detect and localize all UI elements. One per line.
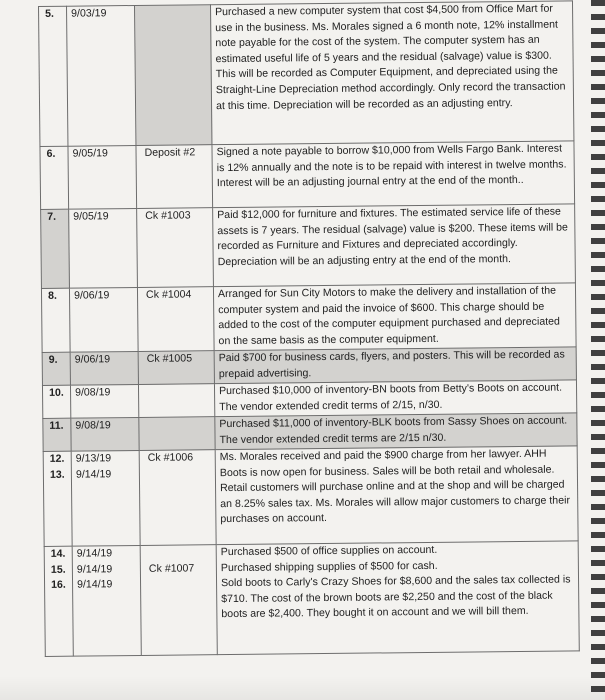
row-reference: Deposit #2 bbox=[136, 145, 213, 209]
transactions-sheet bbox=[38, 0, 579, 674]
row-date: 9/05/19 bbox=[69, 208, 138, 288]
row-reference: Ck #1005 bbox=[138, 351, 214, 385]
table-row bbox=[40, 141, 575, 210]
row-description: Purchased $500 of office supplies on account. bbox=[220, 543, 438, 559]
row-number: 16. bbox=[51, 578, 66, 592]
row-reference-group bbox=[140, 545, 217, 656]
row-date: 9/08/19 bbox=[70, 384, 138, 418]
table-row bbox=[43, 446, 578, 547]
row-number: 12. bbox=[49, 452, 65, 465]
row-description: Purchased a new computer system that cost $4,500 from Office Mart for use in the business. Ms. Morales signed a 6 month note, 12% installment note payable for the cost of the system. The computer system has an estimated useful life of 5 years and the residual (salvage) value is $300. This will be recorded as Computer Equipment, and depreciated using the Straight-Line Depreciation method accordingly. Only record the transaction at this time. Depreciation will be recorded as an adjusting entry. bbox=[210, 1, 573, 145]
row-reference bbox=[148, 466, 211, 482]
row-number: 14. bbox=[50, 547, 66, 560]
row-description: Purchased shipping supplies of $500 for cash. bbox=[220, 559, 438, 574]
row-number-group bbox=[43, 451, 72, 546]
row-number: 11. bbox=[43, 418, 71, 451]
row-date: 9/06/19 bbox=[70, 351, 138, 385]
row-date: 9/05/19 bbox=[68, 145, 137, 209]
row-number: 15. bbox=[50, 563, 66, 576]
table-row bbox=[41, 204, 576, 289]
row-reference bbox=[149, 545, 212, 561]
row-description: Signed a note payable to borrow $10,000 from Wells Fargo Bank. Interest is 12% annually and the note is to be repaid with interest in twelve months. Interest will be an adjusting journal entry at the end of the month.. bbox=[212, 141, 575, 208]
row-description: Purchased $10,000 of inventory-BN boots from Betty's Boots on account. The vendor extended credit terms of 2/15, n/30. bbox=[214, 380, 576, 417]
row-date: 9/06/19 bbox=[69, 287, 138, 352]
row-description: Paid $700 for business cards, flyers, and posters. This will be recorded as prepaid advertising. bbox=[214, 347, 576, 384]
row-number: 13. bbox=[49, 468, 65, 481]
row-reference bbox=[149, 576, 212, 592]
row-reference: Ck #1006 bbox=[147, 451, 194, 464]
row-reference bbox=[134, 5, 211, 146]
table-row bbox=[43, 413, 577, 452]
row-number: 7. bbox=[41, 209, 70, 288]
row-date: 9/14/19 bbox=[75, 467, 112, 481]
row-date: 9/14/19 bbox=[77, 578, 113, 591]
row-reference: Ck #1003 bbox=[137, 208, 214, 288]
row-date-group bbox=[72, 545, 141, 656]
table-row bbox=[41, 283, 576, 353]
row-description-group bbox=[216, 541, 579, 655]
binder-edge bbox=[591, 0, 605, 700]
row-description: Ms. Morales received and paid the $900 charge from her lawyer. AHH Boots is now open for business. Sales will be both retail and wholesale. Retail customers will purchase online and at the shop and will be charged an 8.25% sales tax. Ms. Morales will allow major customers to charge their purchases on account. bbox=[215, 446, 578, 545]
row-number: 9. bbox=[42, 352, 70, 385]
row-date: 9/14/19 bbox=[76, 547, 113, 560]
row-reference: Ck #1007 bbox=[148, 561, 195, 575]
row-number: 6. bbox=[40, 146, 69, 209]
transactions-table bbox=[38, 0, 580, 657]
row-number: 8. bbox=[41, 288, 70, 352]
row-reference: Ck #1004 bbox=[137, 287, 214, 352]
page-shadow bbox=[0, 676, 605, 700]
row-number-group bbox=[44, 546, 73, 656]
table-row bbox=[42, 380, 576, 419]
row-description: Arranged for Sun City Motors to make the delivery and installation of the computer system and paid the invoice of $600. This charge should be added to the cost of the computer equipment purchased and depreciated on the same basis as the computer equipment. bbox=[213, 283, 576, 351]
row-reference bbox=[138, 384, 214, 418]
row-date: 9/13/19 bbox=[75, 452, 112, 465]
row-number: 10. bbox=[42, 385, 70, 418]
table-row bbox=[44, 541, 579, 657]
row-description: Sold boots to Carly's Crazy Shoes for $8,600 and the sales tax collected is $710. The cost of the brown boots are $2,250 and the cost of the black boots are $2,400. They bought it on account and we will bill them. bbox=[220, 573, 571, 621]
row-reference-group bbox=[139, 450, 216, 546]
row-description: Paid $12,000 for furniture and fixtures. The estimated service life of these assets is 7 years. The residual (salvage) value is $200. These items will be recorded as Furniture and Fixtures and depreciated accordingly. Depreciation will be an adjusting entry at the end of the month. bbox=[213, 204, 576, 287]
row-date: 9/08/19 bbox=[71, 417, 139, 451]
table-row bbox=[39, 1, 574, 147]
row-number: 5. bbox=[39, 6, 68, 146]
row-description: Purchased $11,000 of inventory-BLK boots from Sassy Shoes on account. The vendor extended credit terms are 2/15 n/30. bbox=[215, 413, 577, 450]
row-date: 9/03/19 bbox=[67, 5, 136, 146]
row-date-group bbox=[71, 450, 140, 546]
row-date: 9/14/19 bbox=[76, 562, 113, 576]
row-reference bbox=[139, 417, 215, 451]
table-row bbox=[42, 347, 576, 386]
